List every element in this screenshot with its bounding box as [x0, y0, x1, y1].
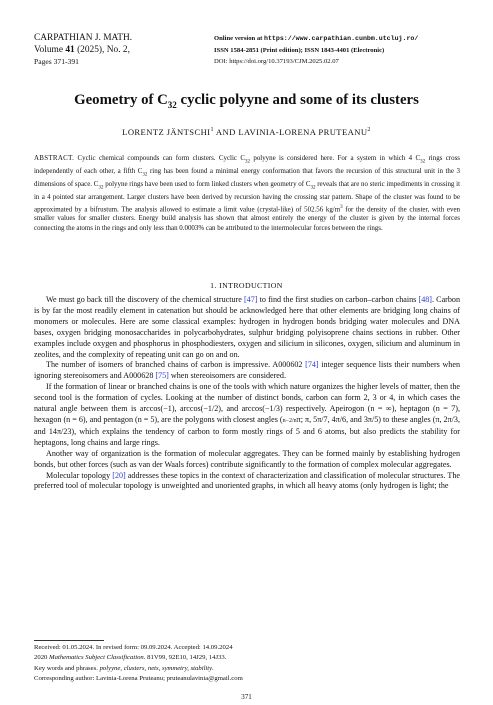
citation-link[interactable]: [47] — [243, 295, 258, 304]
citation-link[interactable]: [48] — [418, 295, 432, 304]
online-version: Online version at https://www.carpathian.cunbm.utcluj.ro/ — [214, 35, 419, 42]
paragraph: We must go back till the discovery of the chemical structure [47] to find the first studies on carbon–carbon chains [48]. Carbon is by far the most readily element in catenation but should be acknowledged here that other elements are bridging long chains of monomers or molecules. Here are some classical examples: hydrogen in hydrogen bonds bridging water molecules and DNA bases, oxygen bridging monosaccharides in polycarbohydrates, sulphur bridging polyisoprene chains sections in rubber. Other examples include oxygen and phosphorus in phosphodiesters, oxygen and silicium in silicones, oxygen, silicium and aluminum in zeolites, and the complexity of repeating unit can go on and on. — [34, 295, 460, 359]
journal-url-link[interactable]: https://www.carpathian.cunbm.utcluj.ro/ — [264, 35, 419, 42]
abstract-label: ABSTRACT. — [34, 154, 75, 162]
volume-line: Volume 41 (2025), No. 2, — [34, 45, 130, 56]
corresponding-author: Corresponding author: Lavinia-Lorena Pruteanu; pruteanulavinia@gmail.com — [34, 674, 243, 682]
fraction: n−2/n — [282, 417, 297, 424]
author-line: LORENTZ JÄNTSCHI$^1$ AND LAVINIA-LORENA PRUTEANU$^2$ — [122, 127, 371, 137]
section-heading: 1. INTRODUCTION — [210, 281, 283, 290]
paper-title: Geometry of $C_{32}$ cyclic polyyne and some of its clusters — [74, 92, 419, 110]
paragraph: If the formation of linear or branched chains is one of the tools with which nature organizes the higher levels of matter, then the second tool is the formation of cycles. Looking at the number of distinct bonds, carbon can form 2, 3 or 4, in which cases the natural angle between them is arccos(−1), arccos(−1/2), and arccos(−1/3) respectively. Apeirogon (n = ∞), heptagon (n = 7), hexagon (n = 6), and pentagon (n = 5), are the polygons with closest angles (n−2/nπ; π, 5π/7, 4π/6, and 3π/5) to these angles (π, 2π/3, and 14π/23), which explains the tendency of carbon to form mostly rings of 5 and 6 atoms, but also predicts the stability for heptagons, long chains and large rings. — [34, 382, 460, 447]
paragraph: Molecular topology [20] addresses these topics in the context of characterization and classification of molecular structures. The preferred tool of molecular topology is unweighted and unoriented graphs, in which all heavy atoms (only hydrogen is light; the — [34, 470, 460, 491]
paragraph: Another way of organization is the formation of molecular aggregates. They can be formed mainly by establishing hydrogen bonds, but other forces (such as van der Waals forces) contribute significantly to the formation of complex molecular aggregates. — [34, 448, 460, 469]
journal-name: CARPATHIAN J. MATH. — [34, 33, 133, 43]
keywords: Key words and phrases. polyyne, clusters, nets, symmetry, stability. — [34, 664, 214, 672]
main-text — [34, 295, 460, 492]
citation-link[interactable]: [74] — [305, 360, 319, 370]
abstract: ABSTRACT. Cyclic chemical compounds can form clusters. Cyclic $C_{32}$ polyyne is considered here. For a system in which 4 $C_{32}$ rings cross independently of each other, a fifth $C_{32}$ ring has been found a minimal energy conformation that favors the recursion of this structural unit in the 3 dimensions of space. $C_{32}$ polyyne rings have been used to form linked clusters when geometry of $C_{32}$ reveals that are no steric impediments in crossing it in a 4 pointed star arrangement. Larger clusters have been derived by recursion having the crossing star pattern. Shape of the cluster was found to be approximated by a bifrustum. The analysis allowed to estimate a limit value (crystal-like) of 502.56 $kg/m^3$ for the density of the cluster, with even smaller values for smaller clusters. Energy build analysis has shown that almost entirely the energy of the cluster is given by the internal forces connecting the atoms in the rings and only less than 0.0003% can be attributed to the intermolecular forces between the rings. — [34, 154, 460, 233]
page-number: 371 — [241, 693, 252, 701]
citation-link[interactable]: [75] — [155, 371, 169, 381]
received-dates: Received: 01.05.2024. In revised form: 09.09.2024. Accepted: 14.09.2024 — [34, 644, 233, 651]
footnotes — [34, 643, 460, 684]
citation-link[interactable]: [20] — [112, 470, 126, 480]
journal-header — [34, 32, 132, 69]
issn-line: ISSN 1584-2851 (Print edition); ISSN 1843-4401 (Electronic) — [214, 46, 385, 54]
msc-classification: 2020 Mathematics Subject Classification. 81V99, 92E10, 14J29, 14J33. — [34, 654, 227, 662]
pages-line: Pages 371-391 — [34, 57, 79, 67]
publication-info — [214, 33, 418, 68]
paragraph: The number of isomers of branched chains of carbon is impressive. A000602 [74] integer sequence lists their numbers when ignoring stereoisomers and A000628 [75] when stereoisomers are considered. — [34, 360, 460, 381]
doi-link[interactable]: DOI: https://doi.org/10.37193/CJM.2025.02.07 — [214, 58, 339, 66]
footnote-divider — [34, 640, 104, 641]
